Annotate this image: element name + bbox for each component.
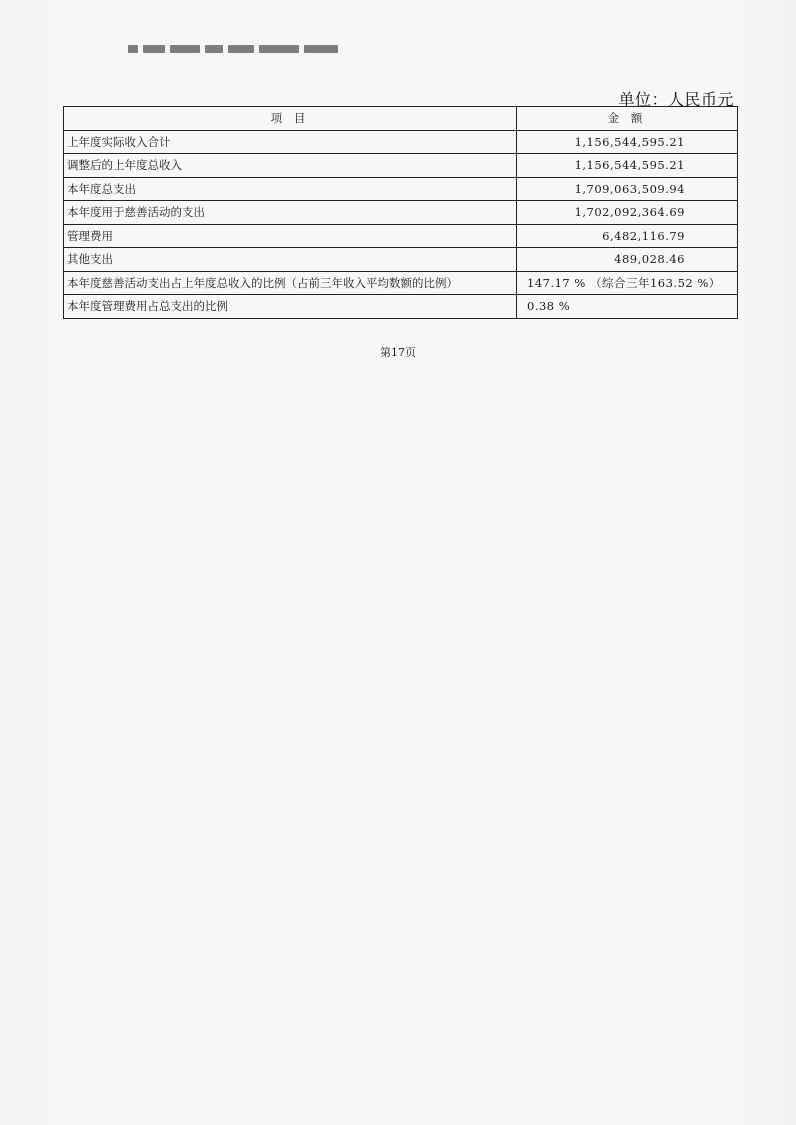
table-row [64,224,738,248]
row-item: 本年度慈善活动支出占上年度总收入的比例（占前三年收入平均数额的比例） [64,271,517,295]
row-amount: 6,482,116.79 [517,224,738,248]
table-row [64,248,738,272]
table-row [64,295,738,319]
table-row [64,201,738,225]
row-item: 其他支出 [64,248,517,272]
currency-unit-label: 单位：人民币元 [618,90,734,109]
table-row [64,271,738,295]
row-amount: 147.17 % （综合三年163.52 %） [517,271,738,295]
financial-summary-table [63,106,738,319]
table-row [64,154,738,178]
row-amount: 1,156,544,595.21 [517,130,738,154]
row-amount: 489,028.46 [517,248,738,272]
row-amount: 0.38 % [517,295,738,319]
table-row [64,130,738,154]
page-number: 第17页 [380,346,416,359]
row-amount: 1,156,544,595.21 [517,154,738,178]
row-item: 本年度用于慈善活动的支出 [64,201,517,225]
column-header-amount: 金 额 [517,107,738,131]
row-item: 上年度实际收入合计 [64,130,517,154]
cropped-heading-fragment [128,38,388,48]
table-header-row [64,107,738,131]
row-amount: 1,709,063,509.94 [517,177,738,201]
row-item: 管理费用 [64,224,517,248]
row-item: 本年度管理费用占总支出的比例 [64,295,517,319]
row-amount: 1,702,092,364.69 [517,201,738,225]
column-header-item: 项 目 [64,107,517,131]
row-item: 本年度总支出 [64,177,517,201]
row-item: 调整后的上年度总收入 [64,154,517,178]
table-row [64,177,738,201]
